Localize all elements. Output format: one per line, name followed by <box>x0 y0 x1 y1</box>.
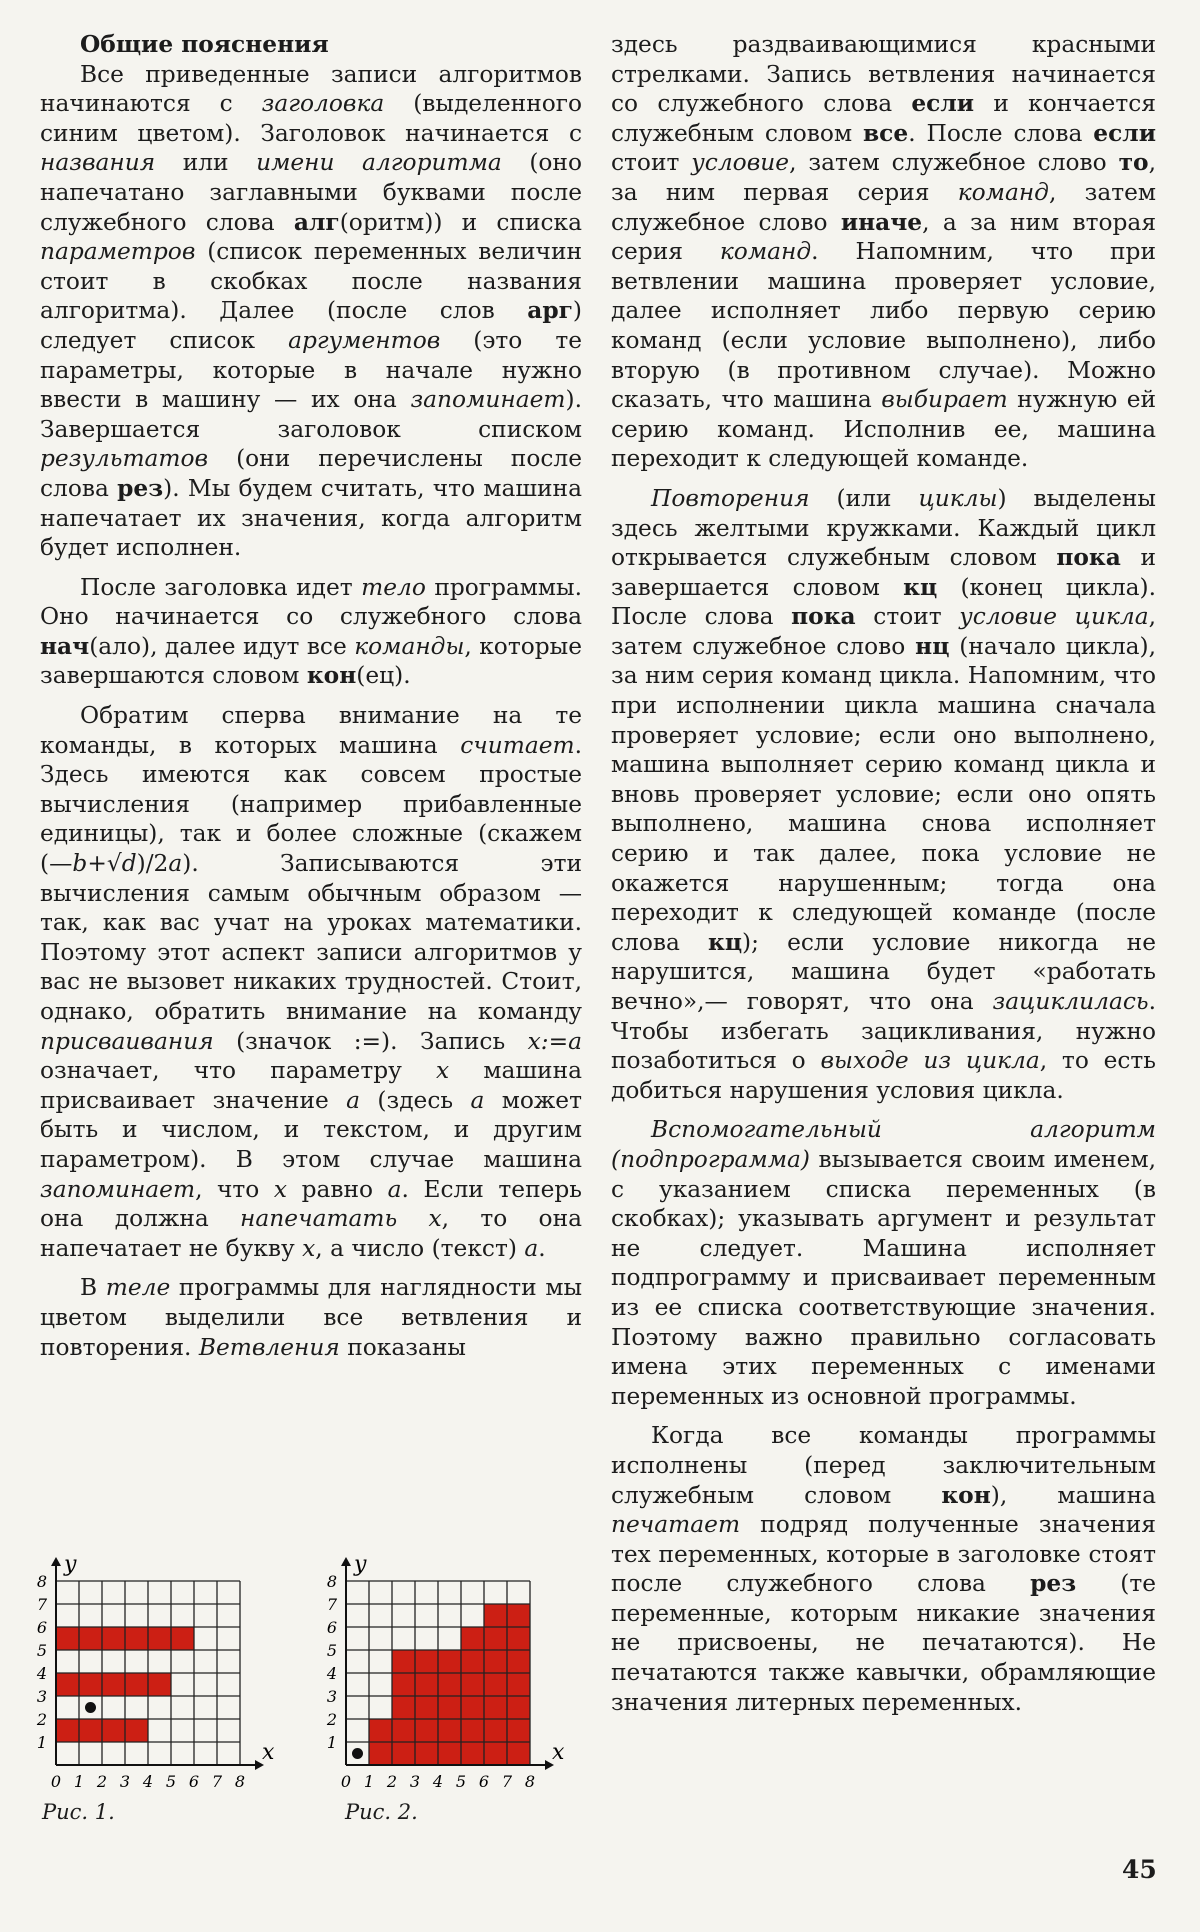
text-run: x:=a <box>527 1027 582 1055</box>
text-run: программы. Оно начинается со служебного слова <box>40 573 582 631</box>
y-axis-arrow-icon <box>51 1557 61 1566</box>
text-run: , затем служебное слово <box>611 603 1156 660</box>
text-run: Ветвления <box>198 1333 340 1361</box>
y-tick-label: 1 <box>326 1733 338 1752</box>
text-run: если <box>1093 119 1156 147</box>
text-run: a <box>346 1086 361 1114</box>
text-run: подряд полученные значения тех переменных, которые в заголовке стоят после служебного слова <box>611 1511 1156 1598</box>
text-run: стоит <box>855 603 960 631</box>
text-run: имени алгоритма <box>256 149 502 177</box>
filled-cell <box>438 1650 461 1673</box>
text-run: . После слова <box>908 119 1094 147</box>
text-run: (начало цикла), за ним серия команд цикла. Напомним, что при исполнении цикла машина сначала проверяет условие; если оно выполнено, машина выполняет серию команд цикла и вновь проверяет условие; если оно опять выполнено, машина снова исполняет серию и так далее, пока условие не окажется нарушенным; тогда она переходит к следующей команде (после слова <box>611 632 1157 956</box>
y-tick-label: 1 <box>36 1733 48 1752</box>
paragraph <box>40 573 582 691</box>
y-tick-label: 2 <box>326 1710 338 1729</box>
y-axis-arrow-icon <box>341 1557 351 1566</box>
x-tick-label: 0 <box>50 1772 62 1791</box>
text-run: если <box>911 90 975 118</box>
text-run: результатов <box>40 445 209 473</box>
text-run: x <box>273 1175 288 1203</box>
text-run: , а число (текст) <box>315 1234 525 1262</box>
paragraph-continuation <box>611 30 1156 474</box>
text-run: означает, что параметру <box>40 1057 437 1085</box>
text-run: печатает <box>611 1511 741 1539</box>
filled-cell <box>484 1604 507 1627</box>
text-run: здесь раздваивающимися красными стрелками. Запись ветвления начинается со служебного слова <box>611 31 1156 118</box>
text-run: ). Мы будем считать, что машина напечатает их значения, когда алгоритм будет исполнен. <box>40 474 582 562</box>
right-paragraphs <box>611 484 1156 1717</box>
text-run: команд <box>719 238 812 266</box>
filled-cell <box>56 1627 79 1650</box>
text-run: теле <box>105 1274 171 1302</box>
text-run: может быть и числом, и текстом, и другим параметром). В этом случае машина <box>40 1086 582 1173</box>
x-axis-label: x <box>262 1740 275 1765</box>
text-run: выбирает <box>881 386 1008 414</box>
filled-cell <box>461 1696 484 1719</box>
text-run: . Здесь имеются как совсем простые вычисления (например прибавленные единицы), так и более сложные (скажем (— <box>40 731 582 878</box>
filled-cell <box>461 1673 484 1696</box>
text-run: (это те параметры, которые в начале нужно ввести в машину — их она <box>40 326 582 414</box>
filled-cell <box>415 1696 438 1719</box>
right-column-continuation <box>611 30 1156 474</box>
filled-cell <box>125 1719 148 1742</box>
text-run: , а за ним вторая серия <box>611 208 1157 266</box>
left-paragraphs <box>40 60 582 1363</box>
x-axis-label: x <box>552 1740 565 1765</box>
text-run: В <box>80 1274 106 1302</box>
filled-cell <box>102 1627 125 1650</box>
text-run: . Напомним, что при ветвлении машина проверяет условие, далее исполняет либо первую серию команд (если условие выполнено), либо вторую (в противном случае). Можно сказать, что машина <box>611 238 1156 414</box>
text-run: алг <box>293 208 340 236</box>
x-tick-label: 6 <box>188 1772 200 1791</box>
x-tick-label: 3 <box>409 1772 421 1791</box>
text-run: (значок :=). Запись <box>213 1027 528 1055</box>
position-marker <box>352 1748 363 1759</box>
text-run: Повторения <box>651 484 810 512</box>
text-run: ) выделены здесь желтыми кружками. Каждый цикл открывается служебным словом <box>611 484 1156 572</box>
text-run: a <box>387 1175 402 1203</box>
page-number: 45 <box>1122 1855 1157 1884</box>
filled-cell <box>125 1627 148 1650</box>
filled-cell <box>392 1650 415 1673</box>
x-tick-label: 8 <box>524 1772 536 1791</box>
filled-cell <box>148 1627 171 1650</box>
text-run: . Если теперь она должна <box>40 1175 582 1233</box>
filled-cell <box>484 1650 507 1673</box>
filled-cell <box>507 1696 530 1719</box>
filled-cell <box>507 1673 530 1696</box>
text-run: команд <box>957 178 1049 206</box>
text-run: ). Записываются эти вычисления самым обычным образом — так, как вас учат на уроках математики. Поэтому этот аспект записи алгоритмов у вас не вызовет никаких трудностей. Стоит, однако, обратить внимание на команду <box>40 850 582 1025</box>
text-run: показаны <box>339 1333 466 1361</box>
text-run: зациклилась <box>992 988 1149 1015</box>
text-run: параметров <box>40 238 196 266</box>
text-run: x <box>302 1234 316 1262</box>
filled-cell <box>56 1673 79 1696</box>
paragraph <box>611 1115 1156 1411</box>
x-tick-label: 3 <box>119 1772 131 1791</box>
text-run: (выделенного синим цветом). Заголовок начинается с <box>40 90 582 147</box>
text-run: x <box>436 1057 450 1085</box>
y-tick-label: 6 <box>36 1618 48 1637</box>
figure-1-grid <box>30 1520 300 1820</box>
y-tick-label: 4 <box>36 1664 48 1683</box>
x-tick-label: 7 <box>211 1772 223 1791</box>
filled-cell <box>461 1742 484 1765</box>
text-run: кц <box>903 573 938 601</box>
text-run: машина присваивает значение <box>40 1057 582 1114</box>
y-tick-label: 4 <box>326 1664 338 1683</box>
text-run: Все приведенные записи алгоритмов начинаются с <box>40 60 582 118</box>
x-tick-label: 2 <box>96 1772 108 1791</box>
text-run: условие <box>691 149 790 177</box>
filled-cell <box>507 1650 530 1673</box>
text-run: иначе <box>840 208 923 236</box>
y-tick-label: 5 <box>36 1641 48 1660</box>
text-run: и кончается служебным словом <box>611 90 1156 147</box>
paragraph <box>40 701 582 1263</box>
figure-1-caption: Рис. 1. <box>42 1800 115 1824</box>
filled-cell <box>125 1673 148 1696</box>
text-run: рез <box>117 474 164 502</box>
filled-cell <box>461 1719 484 1742</box>
filled-cell <box>79 1673 102 1696</box>
section-heading: Общие пояснения <box>80 31 329 58</box>
text-run: +√ <box>87 850 122 878</box>
filled-cell <box>171 1627 194 1650</box>
filled-cell <box>415 1650 438 1673</box>
text-run: )/2 <box>136 850 169 878</box>
text-run: Обратим сперва внимание на те команды, в которых машина <box>40 702 582 759</box>
text-run: После заголовка идет <box>80 573 362 601</box>
y-tick-label: 2 <box>36 1710 48 1729</box>
text-run: арг <box>527 297 573 325</box>
figure-2-caption: Рис. 2. <box>345 1800 418 1824</box>
text-run: кц <box>708 928 743 956</box>
text-run: то <box>1118 149 1149 177</box>
filled-cell <box>484 1742 507 1765</box>
filled-cell <box>148 1673 171 1696</box>
filled-cell <box>484 1696 507 1719</box>
text-run: аргументов <box>288 326 441 354</box>
text-run: (ало), далее идут все <box>89 632 355 660</box>
filled-cell <box>507 1604 530 1627</box>
text-run: стоит <box>611 149 692 177</box>
filled-cell <box>484 1719 507 1742</box>
y-tick-label: 8 <box>36 1572 48 1591</box>
text-run: Когда все команды программы исполнены (перед заключительным служебным словом <box>611 1422 1156 1509</box>
text-run: (оритм)) и списка <box>339 208 582 236</box>
text-run: ); если условие никогда не нарушится, машина будет «работать вечно»,— говорят, что она <box>611 928 1156 1015</box>
y-axis-label: y <box>354 1552 367 1577</box>
x-tick-label: 0 <box>340 1772 352 1791</box>
text-run: (ец). <box>356 662 411 690</box>
text-run: вызывается своим именем, с указанием списка переменных (в скобках); указывать аргумент и результат не следует. Машина исполняет подпрограмму и присваивает переменным из ее списка соответствующие значения. Поэтому важно правильно согласовать имена этих переменных с именами переменных из основной программы. <box>611 1145 1156 1410</box>
text-run: (или <box>809 484 919 512</box>
x-tick-label: 4 <box>432 1772 444 1791</box>
y-tick-label: 3 <box>326 1687 338 1706</box>
x-tick-label: 5 <box>165 1772 177 1791</box>
text-run: (здесь <box>360 1086 471 1114</box>
filled-cell <box>507 1627 530 1650</box>
text-run: . <box>538 1234 546 1262</box>
text-run: a <box>470 1086 485 1114</box>
text-run: запоминает <box>410 386 566 414</box>
text-run: a <box>168 850 183 878</box>
y-tick-label: 5 <box>326 1641 338 1660</box>
filled-cell <box>392 1719 415 1742</box>
filled-cell <box>438 1742 461 1765</box>
filled-cell <box>507 1719 530 1742</box>
y-tick-label: 3 <box>36 1687 48 1706</box>
text-run: тело <box>361 573 426 601</box>
filled-cell <box>484 1673 507 1696</box>
filled-cell <box>392 1673 415 1696</box>
filled-cell <box>438 1696 461 1719</box>
text-run: (конец цикла). После слова <box>611 573 1156 631</box>
filled-cell <box>56 1719 79 1742</box>
text-run: ), машина <box>990 1481 1157 1509</box>
text-run: все <box>863 119 909 147</box>
filled-cell <box>507 1742 530 1765</box>
filled-cell <box>461 1650 484 1673</box>
text-run: заголовка <box>261 90 385 118</box>
y-tick-label: 7 <box>326 1595 338 1614</box>
text-run: (оно напечатано заглавными буквами после служебного слова <box>40 149 582 236</box>
text-run: нужную ей серию команд. Исполнив ее, машина переходит к следующей команде. <box>611 386 1157 473</box>
text-run: считает <box>460 731 575 759</box>
text-run: a <box>524 1234 539 1262</box>
text-run: ). Завершается заголовок списком <box>40 386 582 443</box>
paragraph <box>611 484 1156 1105</box>
text-run: , за ним первая серия <box>611 149 1156 206</box>
x-tick-label: 2 <box>386 1772 398 1791</box>
x-tick-label: 7 <box>501 1772 513 1791</box>
y-tick-label: 8 <box>326 1572 338 1591</box>
text-run: запоминает <box>40 1175 196 1203</box>
text-run: команды <box>354 632 465 660</box>
filled-cell <box>102 1673 125 1696</box>
text-run: , которые завершаются словом <box>40 632 582 690</box>
filled-cell <box>392 1696 415 1719</box>
text-run: , что <box>195 1175 274 1203</box>
filled-cell <box>369 1719 392 1742</box>
text-run: (те переменные, которым никакие значения не присвоены, не печатаются). Не печатаются также кавычки, обрамляющие значения литерных переменных. <box>611 1570 1156 1716</box>
x-tick-label: 8 <box>234 1772 246 1791</box>
text-run: пока <box>1056 544 1121 572</box>
text-run: присваивания <box>40 1027 214 1055</box>
text-run: кон <box>941 1481 991 1509</box>
paragraph <box>40 1273 582 1362</box>
filled-cell <box>461 1627 484 1650</box>
filled-cell <box>102 1719 125 1742</box>
figure-2-grid <box>320 1520 590 1820</box>
right-column <box>611 30 1156 1717</box>
text-run: , то есть добиться нарушения условия цикла. <box>611 1047 1156 1104</box>
text-run: b <box>72 850 88 878</box>
text-run: ) следует список <box>40 297 582 354</box>
text-run: условие цикла <box>959 603 1149 631</box>
x-tick-label: 5 <box>455 1772 467 1791</box>
filled-cell <box>415 1719 438 1742</box>
filled-cell <box>79 1719 102 1742</box>
text-run: d <box>121 850 137 878</box>
filled-cell <box>415 1673 438 1696</box>
paragraph <box>611 1421 1156 1717</box>
x-tick-label: 6 <box>478 1772 490 1791</box>
filled-cell <box>392 1742 415 1765</box>
y-tick-label: 7 <box>36 1595 48 1614</box>
text-run: циклы <box>918 484 998 512</box>
text-run: (список переменных величин стоит в скобках после названия алгоритма). Далее (после слов <box>40 238 582 325</box>
y-axis-label: y <box>64 1552 77 1577</box>
text-run: пока <box>791 603 856 631</box>
position-marker <box>85 1702 96 1713</box>
filled-cell <box>484 1627 507 1650</box>
text-run: напечатать x <box>240 1205 442 1233</box>
filled-cell <box>438 1673 461 1696</box>
text-run: и завершается словом <box>611 544 1157 601</box>
filled-cell <box>415 1742 438 1765</box>
left-column <box>40 30 582 1362</box>
text-run: равно <box>287 1175 388 1203</box>
filled-cell <box>438 1719 461 1742</box>
text-run: нач <box>40 632 90 660</box>
text-run: (они перечислены после слова <box>40 445 582 502</box>
x-tick-label: 1 <box>73 1772 85 1791</box>
text-run: кон <box>306 662 357 690</box>
text-run: рез <box>1030 1570 1077 1598</box>
filled-cell <box>79 1627 102 1650</box>
text-run: выходе из цикла <box>820 1047 1040 1075</box>
text-run: названия <box>40 149 156 177</box>
text-run: нц <box>915 632 950 660</box>
text-run: программы для наглядности мы цветом выделили все ветвления и повторения. <box>40 1274 582 1361</box>
x-tick-label: 1 <box>363 1772 375 1791</box>
filled-cell <box>369 1742 392 1765</box>
text-run: , затем служебное слово <box>611 178 1157 236</box>
text-run: или <box>155 149 257 177</box>
paragraph <box>40 60 582 563</box>
text-run: , затем служебное слово <box>789 149 1119 177</box>
y-tick-label: 6 <box>326 1618 338 1637</box>
text-run: , то она напечатает не букву <box>40 1205 582 1262</box>
text-run: Вспомогательный алгоритм (подпрограмма) <box>611 1116 1156 1173</box>
text-run: . Чтобы избегать зацикливания, нужно позаботиться о <box>611 988 1156 1075</box>
x-tick-label: 4 <box>142 1772 154 1791</box>
